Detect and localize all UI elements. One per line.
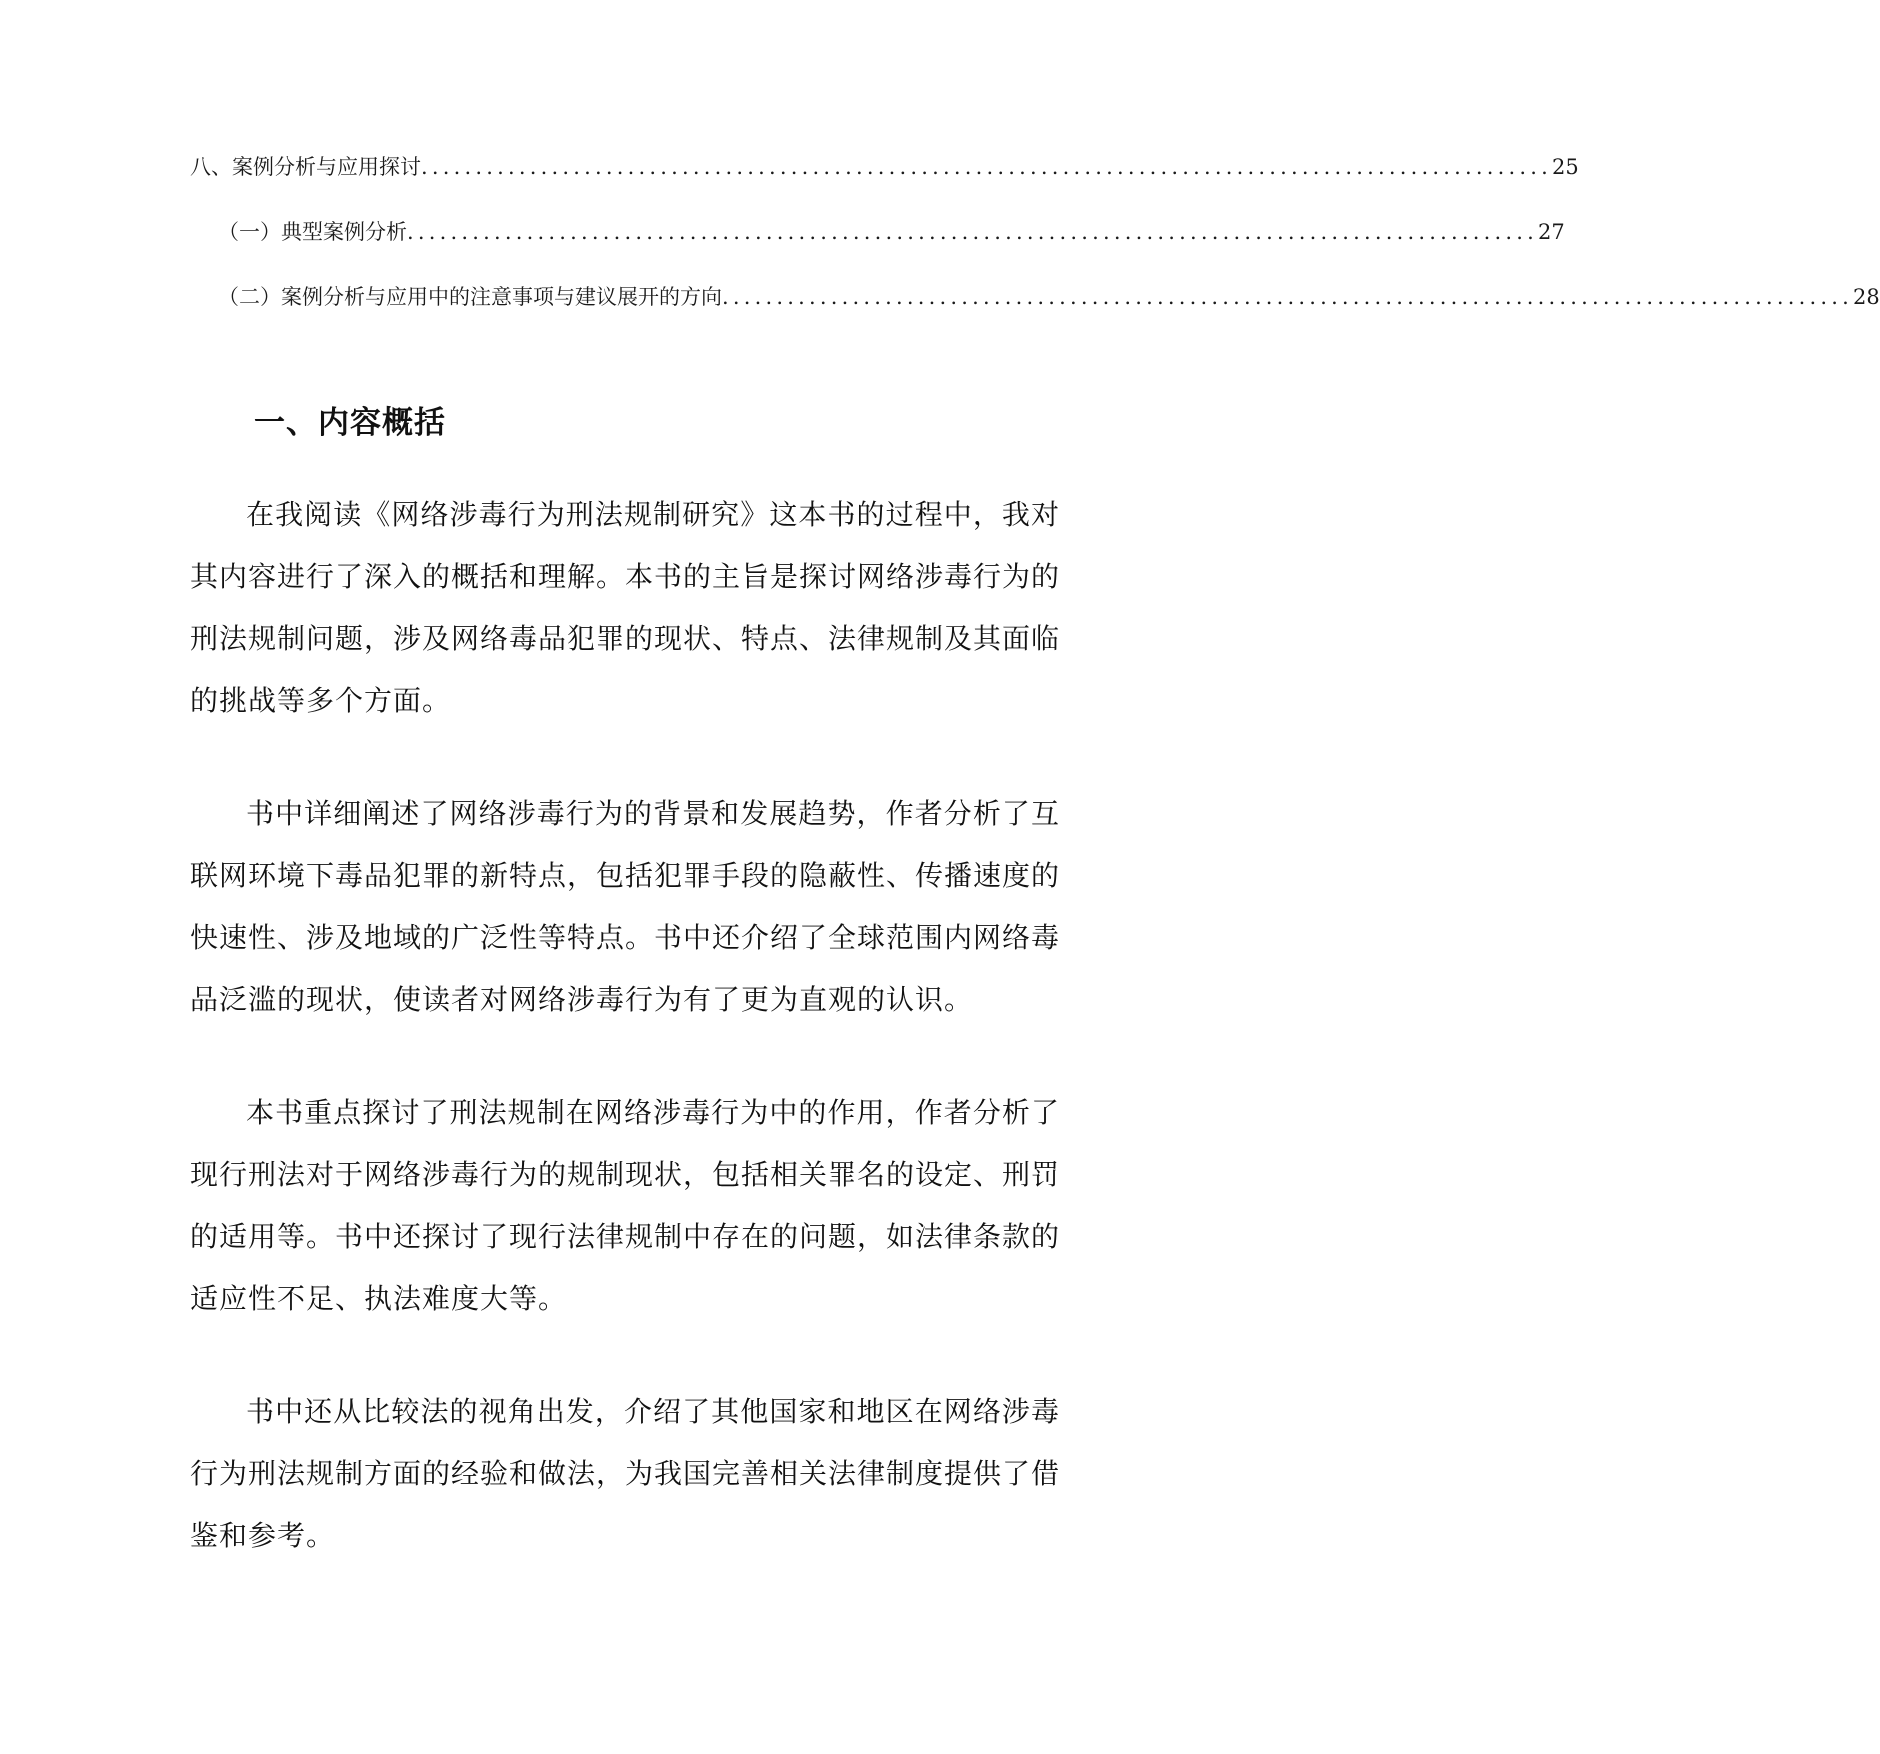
toc-entry-title: （一）典型案例分析	[218, 220, 407, 244]
toc-leader-dots: ........................................................................................................	[407, 220, 1539, 244]
toc-leader-dots: ........................................................................................................	[722, 285, 1854, 309]
body-paragraph: 书中还从比较法的视角出发，介绍了其他国家和地区在网络涉毒行为刑法规制方面的经验和做法，为我国完善相关法律制度提供了借鉴和参考。	[190, 1395, 1061, 1552]
toc-entry-title: 八、案例分析与应用探讨	[190, 155, 421, 179]
toc-entry[interactable]	[218, 282, 1880, 312]
toc-entry-page-number: 28	[1853, 285, 1880, 309]
toc-entry[interactable]	[190, 152, 1579, 182]
body-paragraph: 书中详细阐述了网络涉毒行为的背景和发展趋势，作者分析了互联网环境下毒品犯罪的新特点，包括犯罪手段的隐蔽性、传播速度的快速性、涉及地域的广泛性等特点。书中还介绍了全球范围内网络毒品泛滥的现状，使读者对网络涉毒行为有了更为直观的认识。	[190, 797, 1061, 1016]
body-paragraph: 在我阅读《网络涉毒行为刑法规制研究》这本书的过程中，我对其内容进行了深入的概括和理解。本书的主旨是探讨网络涉毒行为的刑法规制问题，涉及网络毒品犯罪的现状、特点、法律规制及其面临的挑战等多个方面。	[190, 498, 1061, 717]
toc-entry-page-number: 25	[1552, 155, 1579, 179]
toc-entry[interactable]	[218, 217, 1565, 247]
body-paragraph: 本书重点探讨了刑法规制在网络涉毒行为中的作用，作者分析了现行刑法对于网络涉毒行为的规制现状，包括相关罪名的设定、刑罚的适用等。书中还探讨了现行法律规制中存在的问题，如法律条款的适应性不足、执法难度大等。	[190, 1096, 1061, 1315]
toc-entry-page-number: 27	[1538, 220, 1565, 244]
section-heading: 一、内容概括	[254, 404, 446, 441]
toc-leader-dots: ........................................................................................................	[421, 155, 1553, 179]
toc-entry-title: （二）案例分析与应用中的注意事项与建议展开的方向	[218, 285, 722, 309]
